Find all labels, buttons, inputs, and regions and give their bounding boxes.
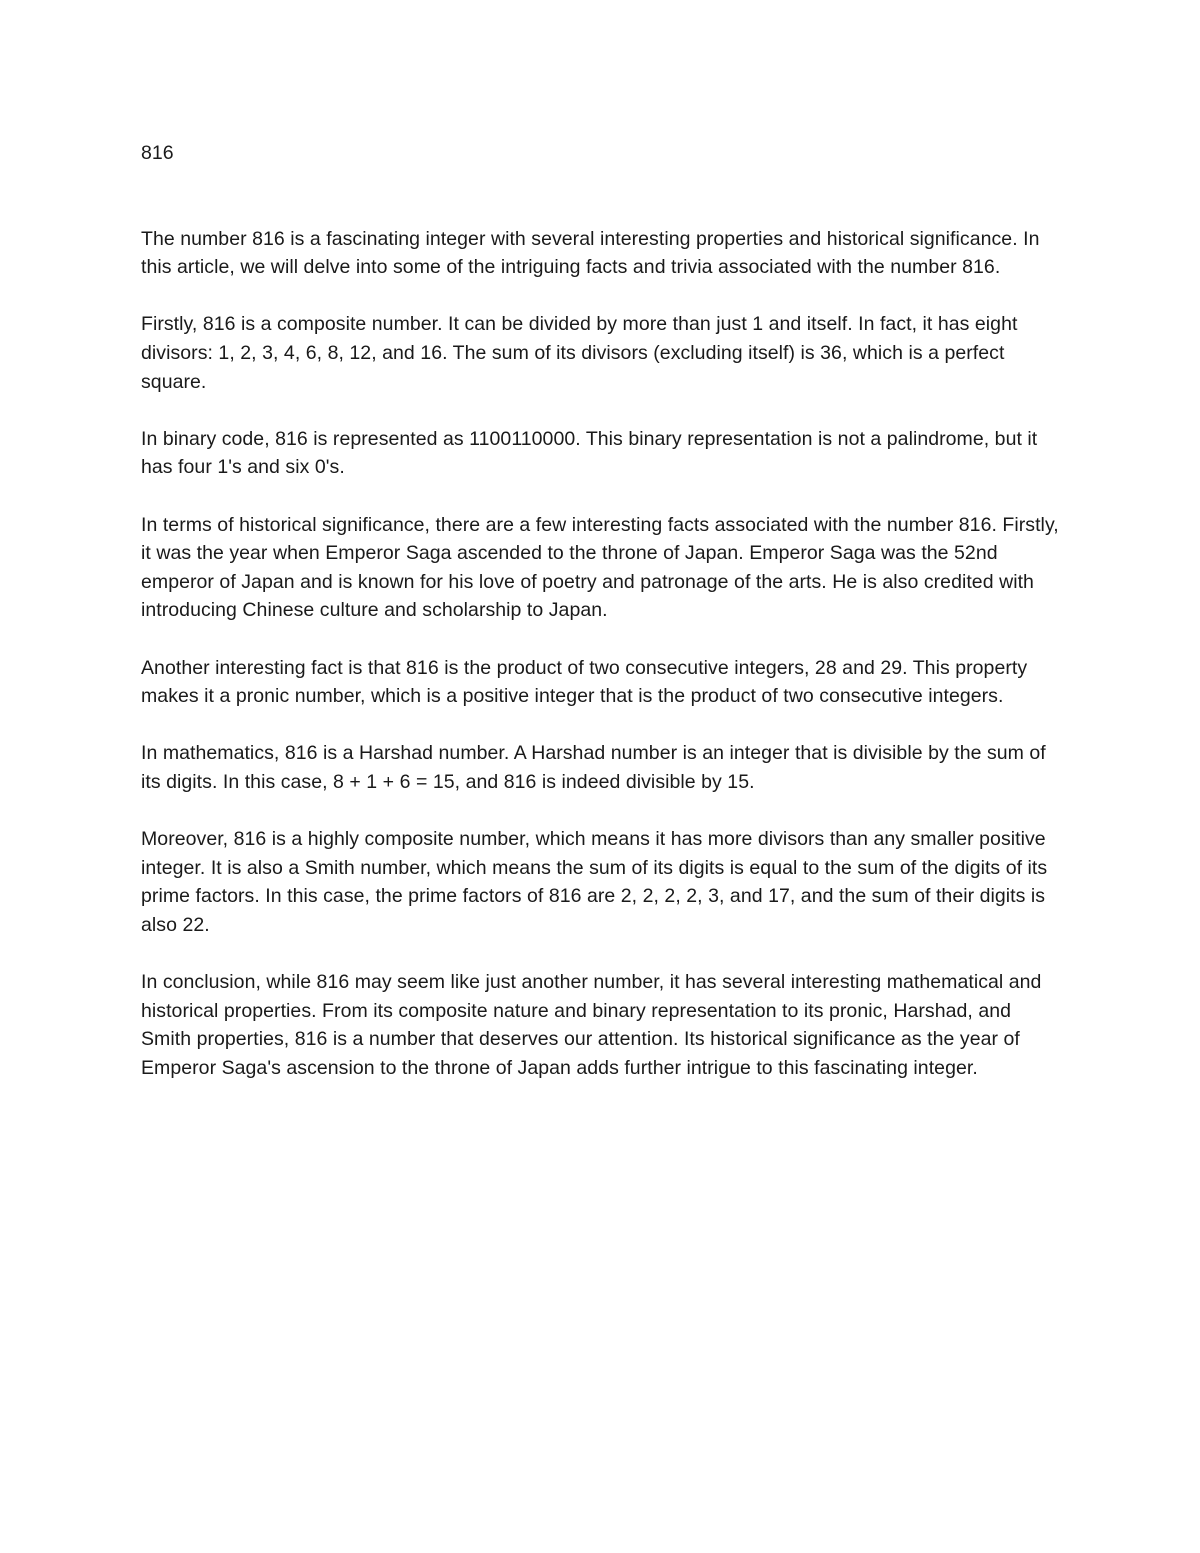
paragraph-history: In terms of historical significance, there are a few interesting facts associated with the number 816. Firstly, it was the year when Emperor Saga ascended to the throne of Japan. Emperor Saga was the 52nd emperor of Japan and is known for his love of poetry and patronage of the arts. He is also credited with introducing Chinese culture and scholarship to Japan. — [141, 513, 1059, 622]
paragraph-binary: In binary code, 816 is represented as 1100110000. This binary representation is not a palindrome, but it has four 1's and six 0's. — [141, 427, 1038, 479]
paragraph-smith: Moreover, 816 is a highly composite number, which means it has more divisors than any smaller positive integer. It is also a Smith number, which means the sum of its digits is equal to the sum of the digits of its prime factors. In this case, the prime factors of 816 are 2, 2, 2, 2, 3, and 17, and the sum of their digits is also 22. — [141, 828, 1048, 936]
paragraph-harshad: In mathematics, 816 is a Harshad number. A Harshad number is an integer that is divisible by the sum of its digits. In this case, 8 + 1 + 6 = 15, and 816 is indeed divisible by 15. — [141, 742, 1046, 793]
paragraph-intro: The number 816 is a fascinating integer with several interesting properties and historical significance. In this article, we will delve into some of the intriguing facts and trivia associated with the number 816. — [141, 227, 1040, 279]
paragraph-composite: Firstly, 816 is a composite number. It can be divided by more than just 1 and itself. In fact, it has eight divisors: 1, 2, 3, 4, 6, 8, 12, and 16. The sum of its divisors (excluding itself) is 36, which is a perfect square. — [141, 313, 1018, 393]
paragraph-pronic: Another interesting fact is that 816 is the product of two consecutive integers, 28 and 29. This property makes it a pronic number, which is a positive integer that is the product of two consecutive integers. — [141, 656, 1028, 708]
document-title: 816 — [141, 142, 174, 164]
document-body — [141, 139, 1063, 1111]
paragraph-conclusion: In conclusion, while 816 may seem like just another number, it has several interesting mathematical and historical properties. From its composite nature and binary representation to its pronic, Harshad, and Smith properties, 816 is a number that deserves our attention. Its historical significance as the year of Emperor Saga's ascension to the throne of Japan adds further intrigue to this fascinating integer. — [141, 971, 1042, 1079]
